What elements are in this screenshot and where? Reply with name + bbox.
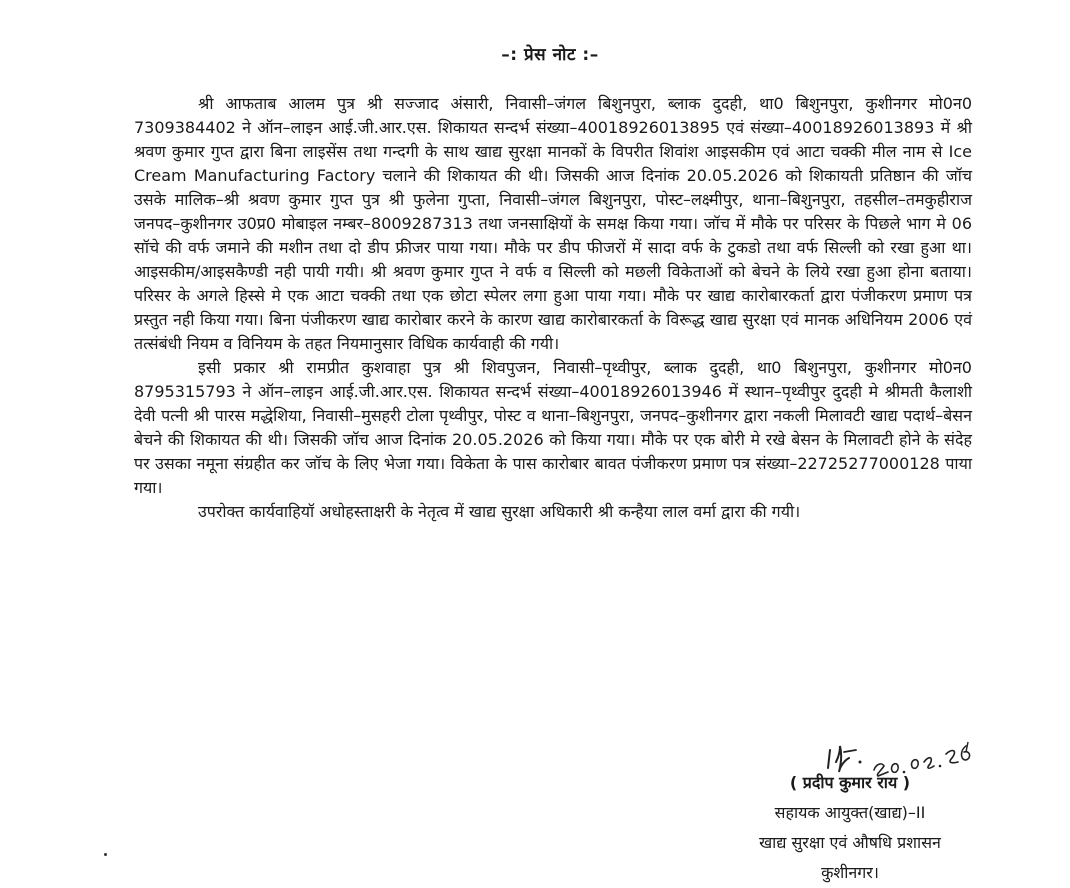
document-title: –: प्रेस नोट :– — [501, 45, 599, 65]
scan-speck — [104, 853, 107, 856]
signatory-name: ( प्रदीप कुमार राय ) — [789, 773, 911, 792]
signatory-location: कुशीनगर। — [821, 863, 879, 882]
paragraph-conclusion: उपरोक्त कार्यवाहियॉ अधोहस्ताक्षरी के नेतृत्व में खाद्य सुरक्षा अधिकारी श्री कन्हैया लाल वर्मा द्वारा की गयी। — [198, 502, 801, 521]
paragraph-complaint-besan: इसी प्रकार श्री रामप्रीत कुशवाहा पुत्र श्री शिवपुजन, निवासी–पृथ्वीपुर, ब्लाक दुदही, था0 बिशुनपुरा, कुशीनगर मो0न0 8795315793 ने ऑन–लाइन आई.जी.आर.एस. शिकायत सन्दर्भ संख्या–40018926013946 में स्थान–पृथ्वीपुर दुदही मे श्रीमती कैलाशी देवी पत्नी श्री पारस मद्धेशिया, निवासी–मुसहरी टोला पृथ्वीपुर, पोस्ट व थाना–बिशुनपुरा, जनपद–कुशीनगर द्वारा नकली मिलावटी खाद्य पदार्थ–बेसन बेचने की शिकायत की थी। जिसकी जॉच आज दिनांक 20.05.2026 को किया गया। मौके पर एक बोरी मे रखे बेसन के मिलावटी होने के संदेह पर उसका नमूना संग्रहीत कर जॉच के लिए भेजा गया। विकेता के पास कारोबार बावत पंजीकरण प्रमाण पत्र संख्या–22725277000128 पाया गया। — [134, 358, 972, 497]
signature-block — [700, 768, 1000, 888]
signatory-department: खाद्य सुरक्षा एवं औषधि प्रशासन — [759, 833, 941, 852]
paragraph-complaint-ice-factory: श्री आफताब आलम पुत्र श्री सज्जाद अंसारी, निवासी–जंगल बिशुनपुरा, ब्लाक दुदही, था0 बिशुनपुरा, कुशीनगर मो0न0 7309384402 ने ऑन–लाइन आई.जी.आर.एस. शिकायत सन्दर्भ संख्या–40018926013895 एवं संख्या–40018926013893 में श्री श्रवण कुमार गुप्त द्वारा बिना लाइसेंस तथा गन्दगी के साथ खाद्य सुरक्षा मानकों के विपरीत शिवांश आइसकीम एवं आटा चक्की मील नाम से Ice Cream Manufacturing Factory चलाने की शिकायत की थी। जिसकी आज दिनांक 20.05.2026 को शिकायती प्रतिष्ठान की जॉच उसके मालिक–श्री श्रवण कुमार गुप्त पुत्र श्री फुलेना गुप्ता, निवासी–जंगल बिशुनपुरा, पोस्ट–लक्ष्मीपुर, थाना–बिशुनपुरा, तहसील–तमकुहीराज जनपद–कुशीनगर उ0प्र0 मोबाइल नम्बर–8009287313 तथा जनसाक्षियों के समक्ष किया गया। जॉच में मौके पर परिसर के पिछले भाग मे 06 सॉचे की वर्फ जमाने की मशीन तथा दो डीप फ्रीजर पाया गया। मौके पर डीप फीजरों में सादा वर्फ के टुकडो तथा वर्फ सिल्ली को रखा हुआ था। आइसकीम/आइसकैण्डी नही पायी गयी। श्री श्रवण कुमार गुप्त ने वर्फ व सिल्ली को मछली विकेताओं को बेचने के लिये रखा हुआ होना बताया। परिसर के अगले हिस्से मे एक आटा चक्की तथा एक छोटा स्पेलर लगा हुआ पाया गया। मौके पर खाद्य कारोबारकर्ता द्वारा पंजीकरण प्रमाण पत्र प्रस्तुत नही किया गया। बिना पंजीकरण खाद्य कारोबार करने के कारण खाद्य कारोबारकर्ता के विरूद्ध खाद्य सुरक्षा एवं मानक अधिनियम 2006 एवं तत्संबंधी नियम व विनियम के तहत नियमानुसार विधिक कार्यवाही की गयी। — [134, 94, 972, 353]
document-body — [134, 92, 972, 524]
signatory-designation: सहायक आयुक्त(खाद्य)–II — [774, 803, 926, 822]
